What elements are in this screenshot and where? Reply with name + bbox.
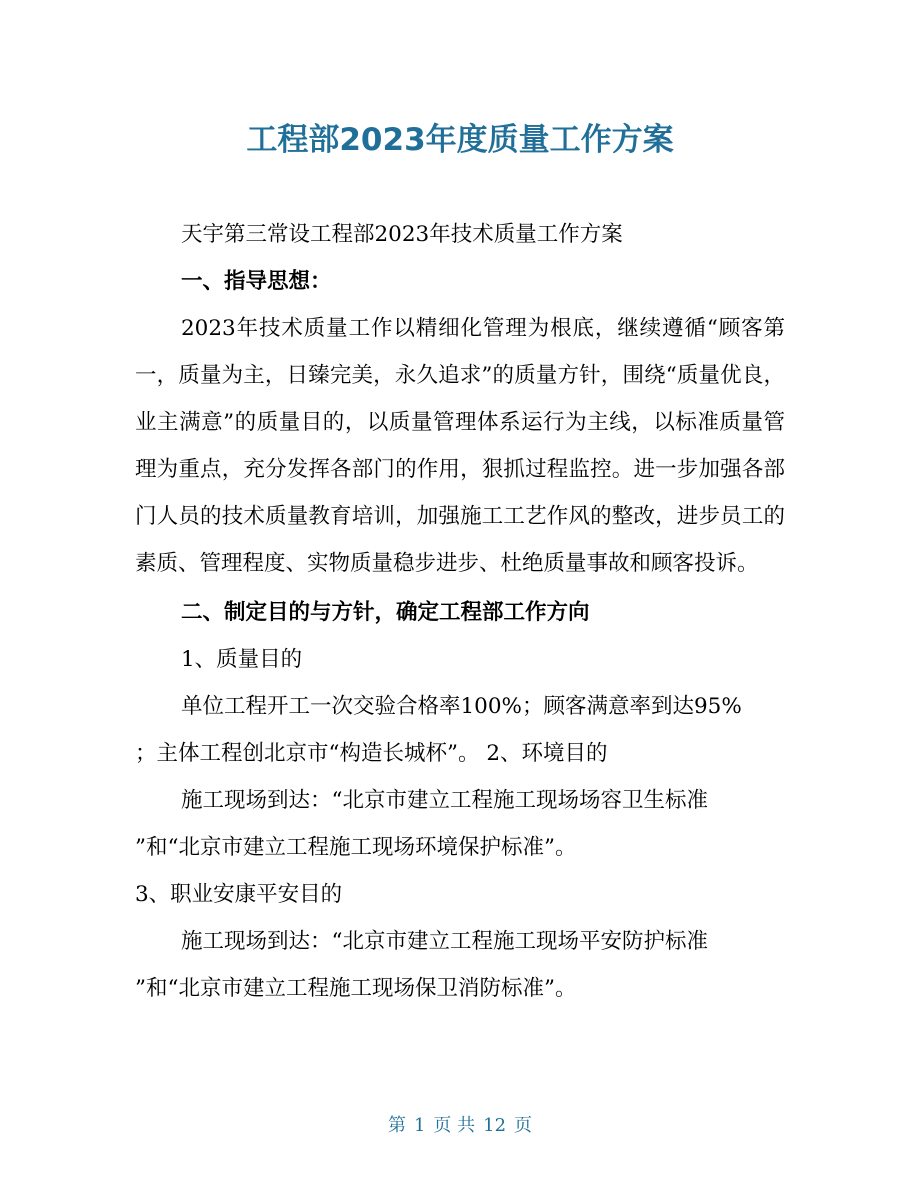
section-heading-goals-policy: 二、制定目的与方针，确定工程部工作方向: [181, 600, 590, 625]
footer-total-pages: 12: [483, 1115, 507, 1136]
footer-suffix: 页: [514, 1115, 533, 1136]
document-subtitle: 天宇第三常设工程部2023年技术质量工作方案: [181, 222, 623, 247]
environment-goal-line-2: ”和“北京市建立工程施工现场环境保护标准”。: [135, 835, 577, 860]
quality-goal-line-2: ；主体工程创北京市“构造长城杯”。 2、环境目的: [135, 741, 608, 766]
environment-goal-line-1: 施工现场到达：“北京市建立工程施工现场场容卫生标准: [181, 788, 708, 813]
item-heading-safety-goal: 3、职业安康平安目的: [135, 882, 343, 907]
safety-goal-line-1: 施工现场到达：“北京市建立工程施工现场平安防护标准: [181, 929, 708, 954]
document-title: 工程部2023年度质量工作方案: [246, 122, 674, 158]
footer-page-number: 1: [413, 1115, 426, 1136]
page-footer: [0, 1112, 920, 1140]
footer-prefix: 第: [387, 1115, 406, 1136]
quality-goal-line-1: 单位工程开工一次交验合格率100%；顾客满意率到达95%: [181, 694, 742, 719]
item-heading-quality-goal: 1、质量目的: [181, 647, 303, 672]
section-heading-guiding-thought: 一、指导思想：: [181, 269, 332, 294]
footer-middle: 页 共: [433, 1115, 476, 1136]
safety-goal-line-2: ”和“北京市建立工程施工现场保卫消防标准”。: [135, 976, 577, 1001]
document-body: [135, 211, 785, 1012]
guiding-thought-paragraph: 2023年技术质量工作以精细化管理为根底，继续遵循“顾客第一，质量为主，日臻完美，永久追求”的质量方针，围绕“质量优良，业主满意”的质量目的，以质量管理体系运行为主线，以标准质量管理为重点，充分发挥各部门的作用，狠抓过程监控。进一步加强各部门人员的技术质量教育培训，加强施工工艺作风的整改，进步员工的素质、管理程度、实物质量稳步进步、杜绝质量事故和顾客投诉。: [135, 316, 785, 576]
